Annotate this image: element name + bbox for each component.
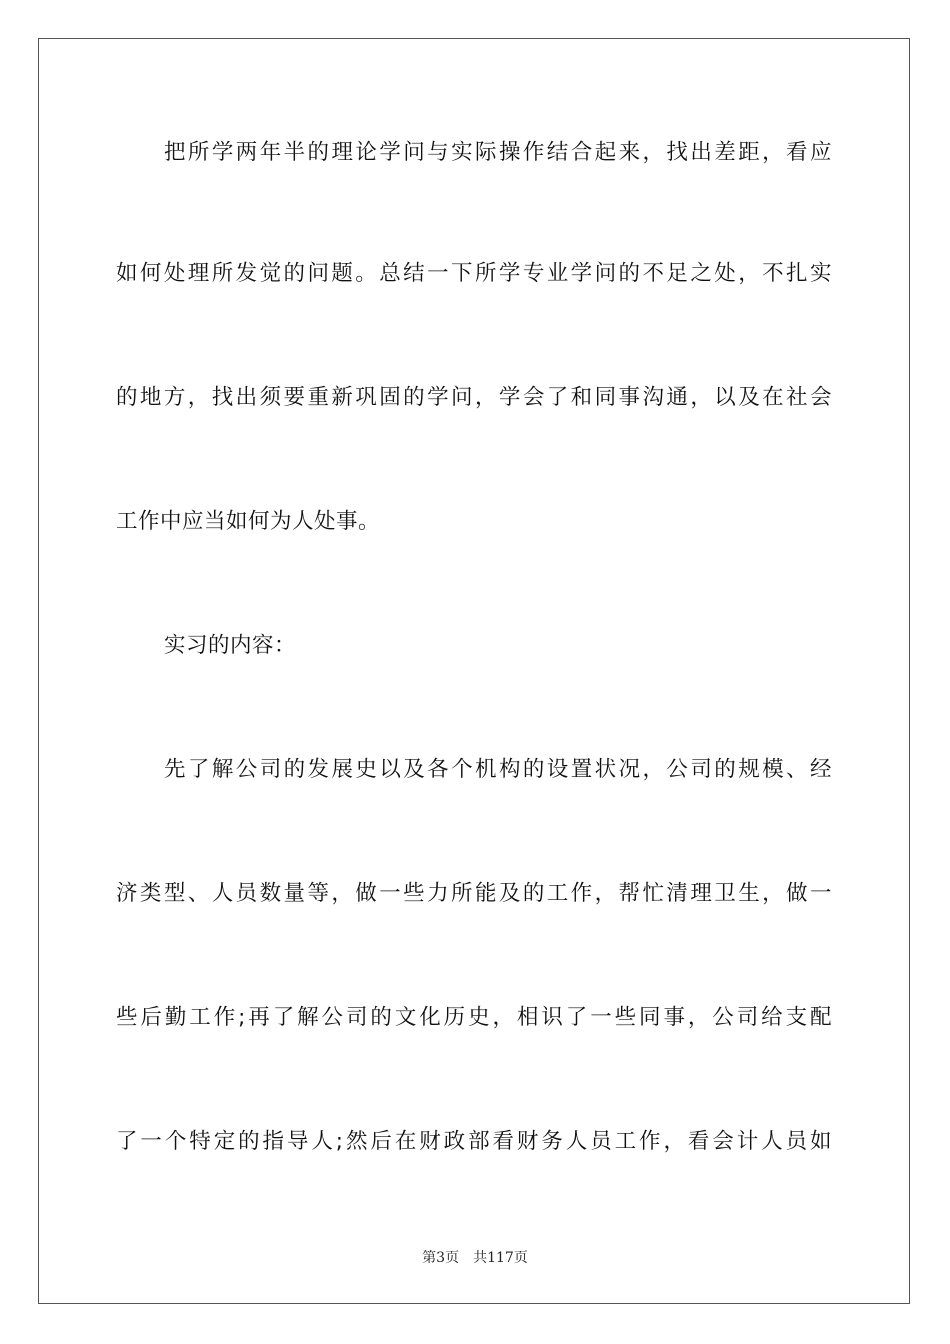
paragraph-1-line-3: 的地方，找出须要重新巩固的学问，学会了和同事沟通，以及在社会 [116, 385, 832, 410]
paragraph-2-line-1: 先了解公司的发展史以及各个机构的设置状况，公司的规模、经 [164, 757, 832, 782]
paragraph-2-line-4: 了一个特定的指导人;然后在财政部看财务人员工作，看会计人员如 [116, 1129, 832, 1154]
page-footer [0, 1247, 950, 1267]
page-number-current: 第3页 [422, 1250, 460, 1266]
paragraph-1-line-1: 把所学两年半的理论学问与实际操作结合起来，找出差距，看应 [164, 140, 832, 165]
paragraph-1-line-4: 工作中应当如何为人处事。 [116, 509, 381, 534]
paragraph-2-line-3: 些后勤工作;再了解公司的文化历史，相识了一些同事，公司给支配 [116, 1005, 832, 1030]
section-heading-internship-content: 实习的内容： [164, 633, 297, 658]
paragraph-1-line-2: 如何处理所发觉的问题。总结一下所学专业学问的不足之处，不扎实 [116, 261, 832, 286]
page-number-total: 共117页 [473, 1250, 528, 1266]
paragraph-2-line-2: 济类型、人员数量等，做一些力所能及的工作，帮忙清理卫生，做一 [116, 881, 832, 906]
page-frame [38, 38, 910, 1304]
